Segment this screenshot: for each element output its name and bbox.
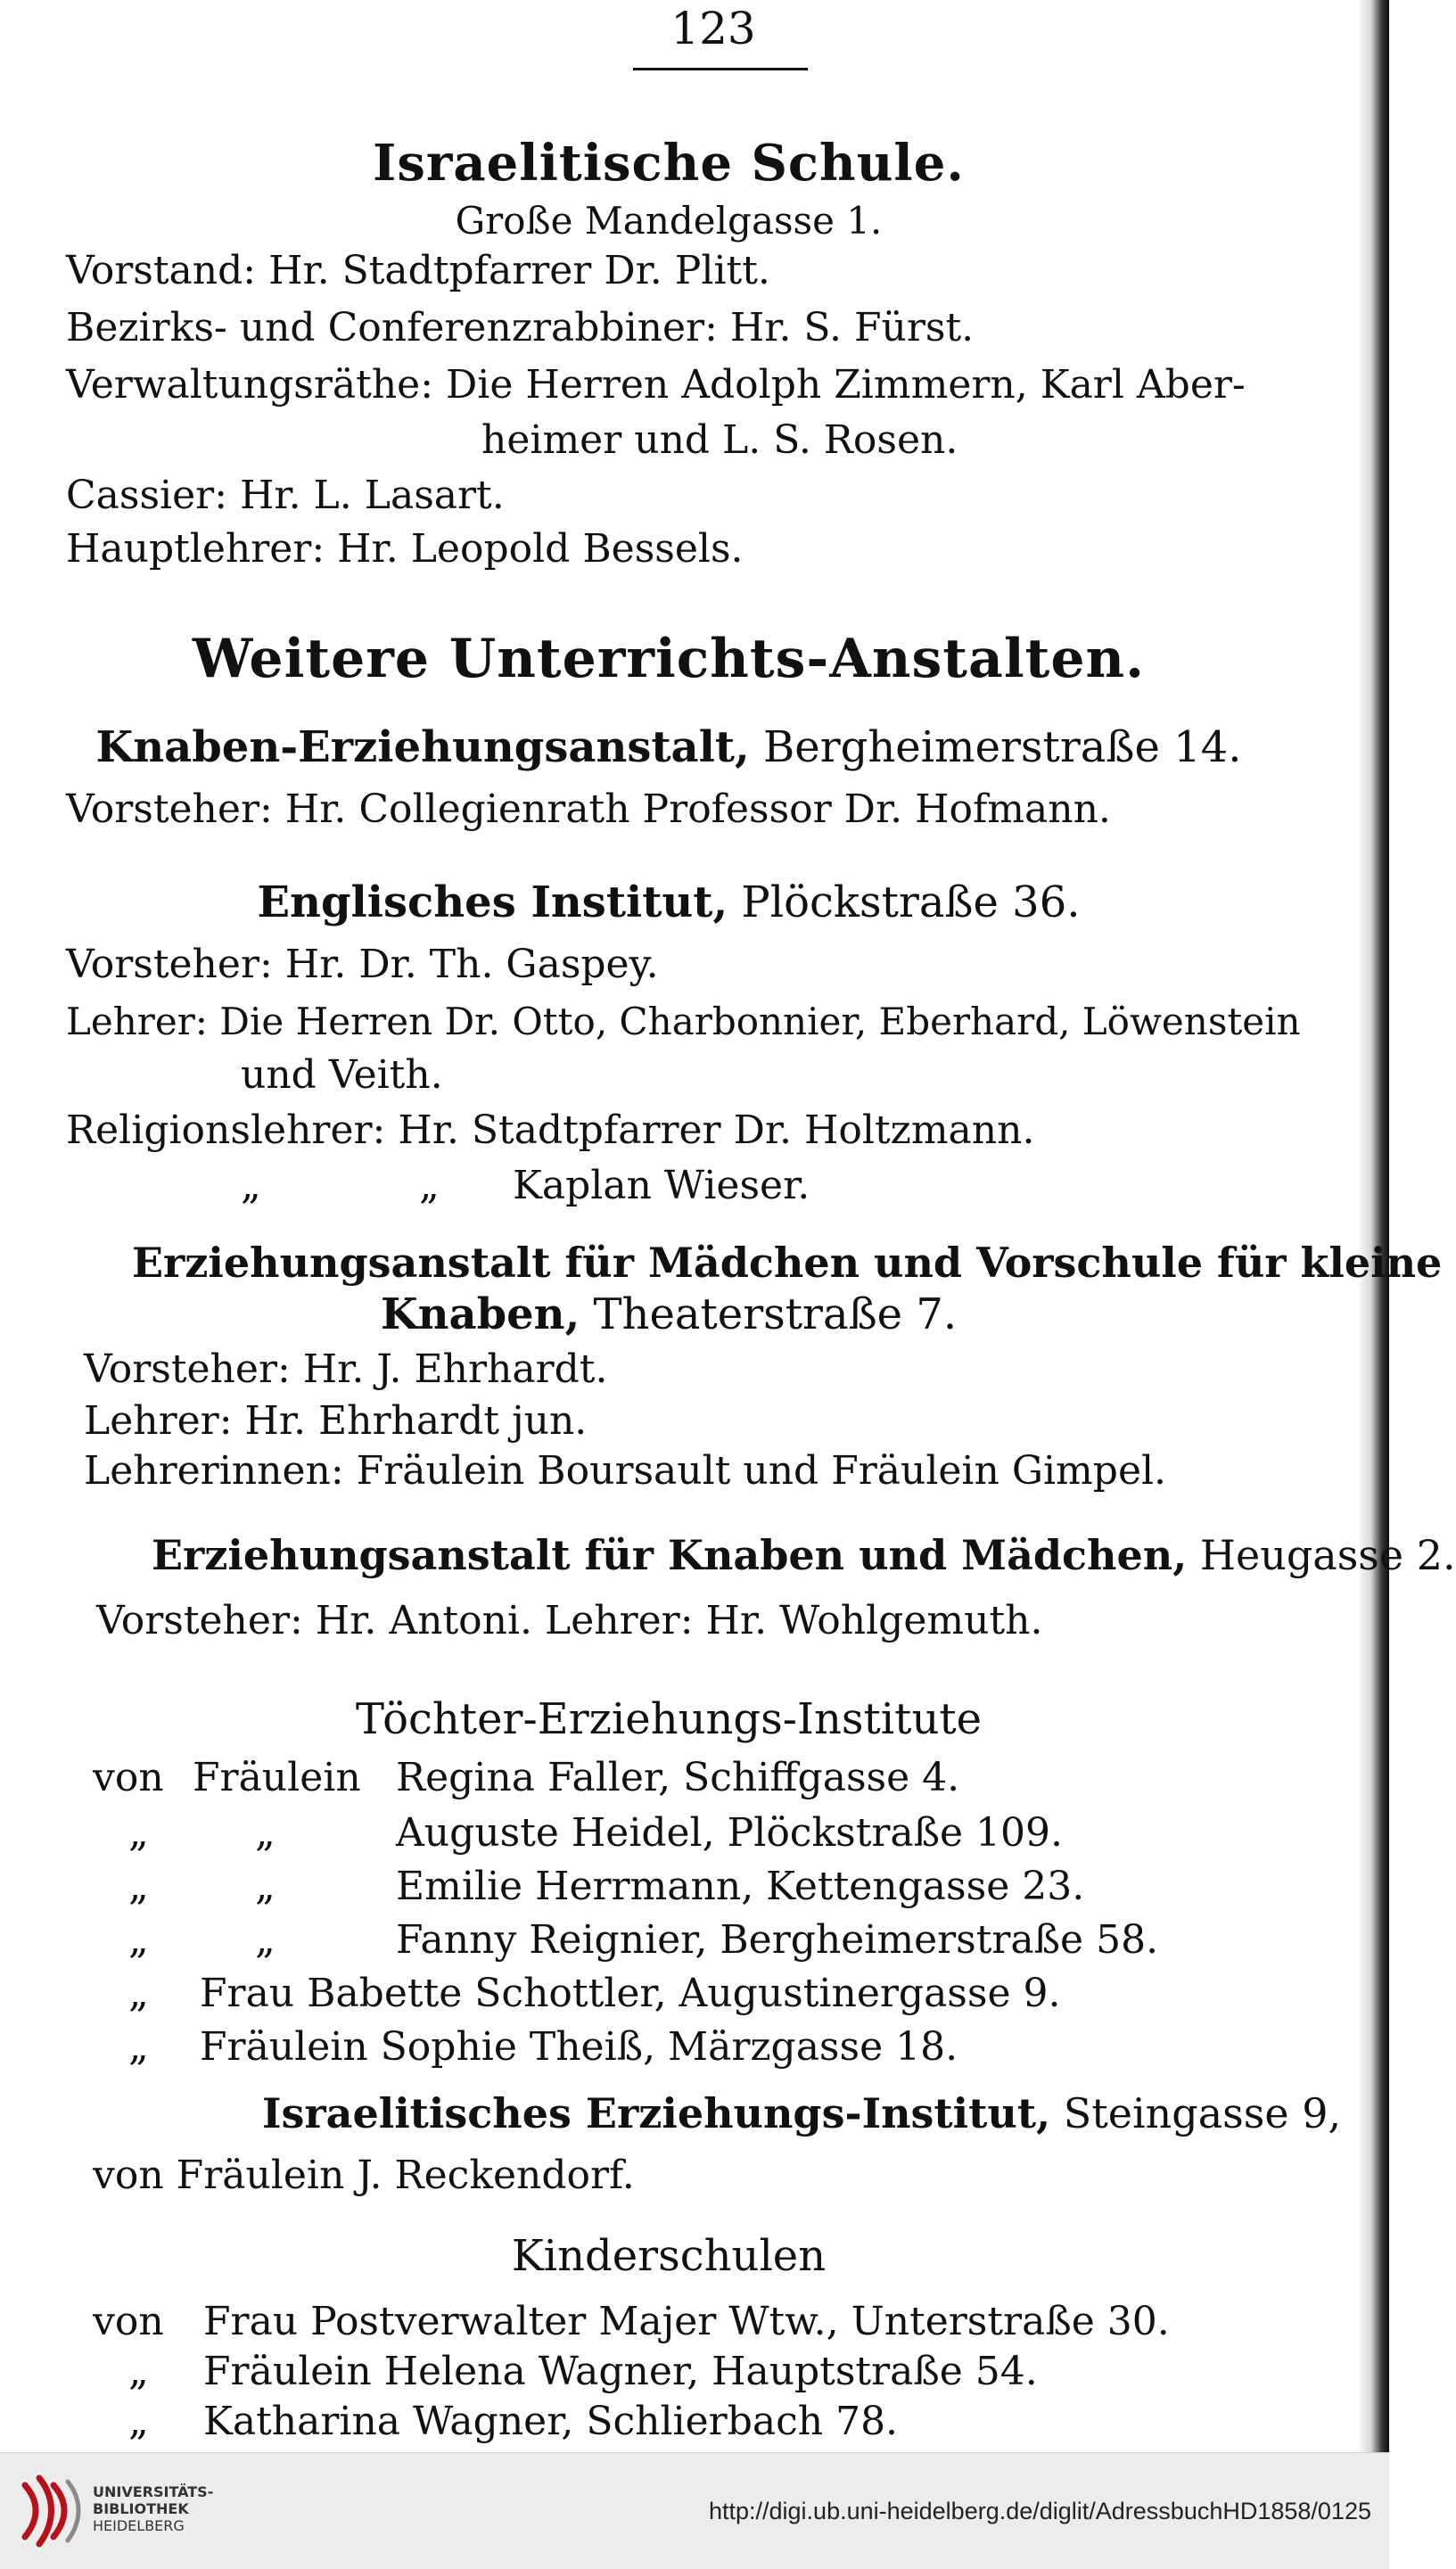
list-item-name: Frau Babette Schottler, Augustinergasse 9. <box>200 1971 1061 2016</box>
maedchen-lehrer-line: Lehrer: Hr. Ehrhardt jun. <box>84 1398 588 1444</box>
religionslehrer-line: Religionslehrer: Hr. Stadtpfarrer Dr. Holtzmann. <box>66 1107 1035 1153</box>
knaben-maedchen-name: Erziehungsanstalt für Knaben und Mädchen, <box>152 1531 1188 1579</box>
page-edge-shadow <box>1359 0 1389 2452</box>
institution-line: HEIDELBERG <box>93 2517 185 2534</box>
list-item-name: Fanny Reignier, Bergheimerstraße 58. <box>396 1917 1159 1963</box>
institution-name <box>93 2483 213 2534</box>
list-item-text: Fräulein Helena Wagner, Hauptstraße 54. <box>203 2349 1038 2394</box>
institution-line: UNIVERSITÄTS- <box>93 2483 214 2500</box>
list-item-name: Fräulein Sophie Theiß, Märzgasse 18. <box>200 2024 958 2070</box>
list-item <box>93 2397 898 2447</box>
hauptlehrer-line: Hauptlehrer: Hr. Leopold Bessels. <box>66 526 744 572</box>
list-item-prefix: „ <box>128 1810 149 1856</box>
list-item-prefix: „ <box>128 1971 149 2016</box>
verwaltungsraethe-continuation: heimer und L. S. Rosen. <box>481 417 958 463</box>
list-item <box>93 1753 959 1803</box>
ditto-mark: „ <box>241 1163 261 1208</box>
knaben-maedchen-address: Heugasse 2. <box>1187 1531 1456 1579</box>
knaben-maedchen-title <box>152 1528 1456 1582</box>
israel-institut-line: von Fräulein J. Reckendorf. <box>93 2153 635 2198</box>
maedchen-lehrerinnen-line: Lehrerinnen: Fräulein Boursault und Fräulein Gimpel. <box>84 1448 1167 1494</box>
englisches-institut-title <box>0 876 1337 929</box>
list-item-title: „ <box>255 1810 276 1856</box>
list-item-prefix: „ <box>128 1917 149 1963</box>
list-item <box>93 1862 1084 1912</box>
maedchen-vorschule-name-end: Knaben, <box>380 1289 580 1339</box>
section-title-weitere-anstalten: Weitere Unterrichts-Anstalten. <box>192 628 1146 690</box>
list-item <box>93 1915 1158 1965</box>
permalink-url[interactable]: http://digi.ub.uni-heidelberg.de/diglit/AdressbuchHD1858/0125 <box>708 2498 1371 2524</box>
list-item <box>93 2297 1170 2347</box>
page-number: 123 <box>670 3 756 54</box>
list-item-name: Regina Faller, Schiffgasse 4. <box>396 1755 960 1800</box>
list-item-title: Fräulein <box>193 1755 361 1800</box>
israel-institut-title <box>262 2087 1341 2140</box>
cassier-line: Cassier: Hr. L. Lasart. <box>66 473 505 518</box>
list-item-name: Auguste Heidel, Plöckstraße 109. <box>396 1810 1064 1856</box>
list-item <box>93 1808 1063 1858</box>
list-item-prefix: „ <box>128 2349 149 2394</box>
footer-bar <box>0 2452 1389 2569</box>
rabbiner-line: Bezirks- und Conferenzrabbiner: Hr. S. Fürst. <box>66 305 975 350</box>
institution-line: BIBLIOTHEK <box>93 2500 189 2517</box>
list-item-text: Frau Postverwalter Majer Wtw., Unterstraße 30. <box>203 2299 1170 2344</box>
ditto-mark: „ <box>419 1163 440 1208</box>
knaben-vorsteher-line: Vorsteher: Hr. Collegienrath Professor Dr. Hofmann. <box>66 786 1111 832</box>
israel-institut-name: Israelitisches Erziehungs-Institut, <box>262 2089 1051 2137</box>
englisch-lehrer-line: Lehrer: Die Herren Dr. Otto, Charbonnier, Eberhard, Löwenstein <box>66 1000 1301 1043</box>
list-item-prefix: von <box>93 2299 164 2344</box>
page-number-rule <box>633 68 808 70</box>
list-item-title: „ <box>255 1917 276 1963</box>
list-item-name: Emilie Herrmann, Kettengasse 23. <box>396 1864 1085 1909</box>
maedchen-vorschule-title: Erziehungsanstalt für Mädchen und Vorschule für kleine <box>132 1239 1443 1287</box>
list-item-title: „ <box>255 1864 276 1909</box>
maedchen-vorsteher-line: Vorsteher: Hr. J. Ehrhardt. <box>84 1346 608 1392</box>
englisch-lehrer-continuation: und Veith. <box>241 1052 443 1098</box>
list-item <box>93 2347 1038 2397</box>
knaben-anstalt-name: Knaben-Erziehungsanstalt, <box>95 722 750 772</box>
knaben-maedchen-staff-line: Vorsteher: Hr. Antoni. Lehrer: Hr. Wohlgemuth. <box>96 1598 1043 1643</box>
list-item <box>93 1969 1060 2019</box>
englisches-institut-address: Plöckstraße 36. <box>728 877 1081 927</box>
list-item-prefix: „ <box>128 2399 149 2444</box>
toechter-institute-title: Töchter-Erziehungs-Institute <box>355 1694 983 1744</box>
list-item <box>93 2022 958 2072</box>
list-item-prefix: von <box>93 1755 164 1800</box>
maedchen-vorschule-address: Theaterstraße 7. <box>580 1289 958 1339</box>
israel-institut-address: Steingasse 9, <box>1050 2089 1342 2137</box>
knaben-anstalt-address: Bergheimerstraße 14. <box>749 722 1242 772</box>
section-title-israelitische-schule: Israelitische Schule. <box>373 134 965 193</box>
verwaltungsraethe-line: Verwaltungsräthe: Die Herren Adolph Zimmern, Karl Aber- <box>66 362 1246 408</box>
school-address: Große Mandelgasse 1. <box>455 199 883 243</box>
list-item-prefix: „ <box>128 2024 149 2070</box>
university-library-logo-icon[interactable] <box>12 2466 89 2555</box>
vorstand-line: Vorstand: Hr. Stadtpfarrer Dr. Plitt. <box>66 248 770 293</box>
kinderschulen-title: Kinderschulen <box>511 2231 827 2281</box>
englisch-vorsteher-line: Vorsteher: Hr. Dr. Th. Gaspey. <box>66 942 659 987</box>
kaplan-line: Kaplan Wieser. <box>513 1163 810 1208</box>
englisches-institut-name: Englisches Institut, <box>257 877 728 927</box>
knaben-anstalt-title <box>0 720 1337 774</box>
list-item-text: Katharina Wagner, Schlierbach 78. <box>203 2399 899 2444</box>
list-item-prefix: „ <box>128 1864 149 1909</box>
maedchen-vorschule-title-continuation <box>0 1288 1337 1341</box>
